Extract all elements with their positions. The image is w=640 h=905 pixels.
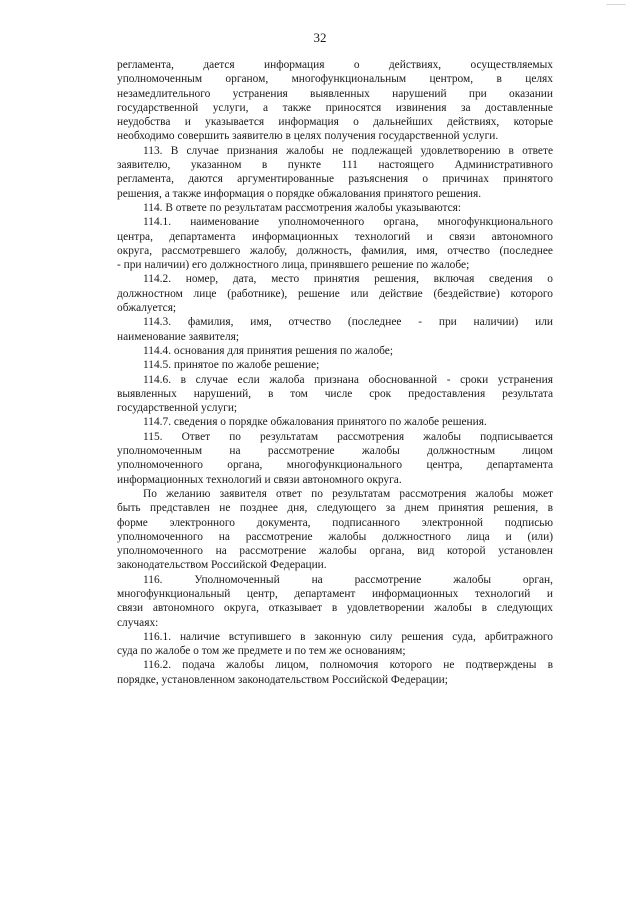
text-line: округа, рассмотревшего жалобу, должность, фамилия, имя, отчество (последнее <box>117 244 553 257</box>
text-line: наименование заявителя; <box>117 330 240 343</box>
text-line: необходимо совершить заявителю в целях получения государственной услуги. <box>117 130 499 143</box>
scan-edge-mark <box>606 0 626 5</box>
text-line: 114.6. в случае если жалоба признана обоснованной - сроки устранения <box>143 373 553 386</box>
text-line: информационных технологий и связи автономного округа. <box>117 473 402 486</box>
text-line: государственной услуги, а также приносятся извинения за доставленные <box>117 101 553 114</box>
text-line: уполномоченного на рассмотрение жалобы органа, вид которой установлен <box>117 545 553 558</box>
text-line: регламента, дается информация о действиях, осуществляемых <box>117 59 553 71</box>
text-line: регламента, даются аргументированные разъяснения о причинах принятого <box>117 173 553 186</box>
text-line: заявителю, указанном в пункте 111 настоящего Административного <box>117 159 553 172</box>
page-number: 32 <box>313 30 327 45</box>
text-line: 114.7. сведения о порядке обжалования принятого по жалобе решения. <box>143 416 487 429</box>
text-line: выявленных нарушений, в том числе срок предоставления результата <box>117 387 553 400</box>
text-line: 113. В случае признания жалобы не подлежащей удовлетворению в ответе <box>143 144 553 157</box>
text-line: 114.1. наименование уполномоченного органа, многофункционального <box>143 216 553 229</box>
text-line: связи автономного округа, отказывает в удовлетворении жалобы в следующих <box>117 602 553 615</box>
text-line: 116. Уполномоченный на рассмотрение жалобы орган, <box>143 573 553 586</box>
text-line: 114.5. принятое по жалобе решение; <box>143 359 320 372</box>
text-line: уполномоченным на рассмотрение жалобы должностным лицом <box>117 445 553 458</box>
text-line: решения, а также информация о порядке обжалования принятого решения. <box>117 187 482 200</box>
text-line: случаях: <box>117 616 159 629</box>
text-line: незамедлительного устранения выявленных нарушений при оказании <box>117 87 553 100</box>
text-line: 114. В ответе по результатам рассмотрения жалобы указываются: <box>143 201 462 214</box>
text-line: суда по жалобе о том же предмете и по тем же основаниям; <box>117 645 406 658</box>
text-line: порядке, установленном законодательством Российской Федерации; <box>117 673 448 686</box>
text-line: центра, департамента информационных технологий и связи автономного <box>117 230 553 243</box>
text-line: 114.2. номер, дата, место принятия решения, включая сведения о <box>143 273 553 286</box>
text-line: 114.4. основания для принятия решения по жалобе; <box>143 344 394 357</box>
text-line: уполномоченного органа, многофункционального центра, департамента <box>117 459 553 472</box>
text-line: многофункциональный центр, департамент информационных технологий и <box>117 587 553 600</box>
text-line: 116.1. наличие вступившего в законную силу решения суда, арбитражного <box>143 630 553 643</box>
text-line: 115. Ответ по результатам рассмотрения жалобы подписывается <box>143 430 553 443</box>
text-line: 116.2. подача жалобы лицом, полномочия которого не подтверждены в <box>143 659 553 672</box>
text-line: законодательством Российской Федерации. <box>117 559 327 572</box>
text-line: - при наличии) его должностного лица, принявшего решение по жалобе; <box>117 259 470 272</box>
text-line: 114.3. фамилия, имя, отчество (последнее - при наличии) или <box>143 316 553 329</box>
text-line: неудобства и указывается информация о дальнейших действиях, которые <box>117 116 553 129</box>
text-line: По желанию заявителя ответ по результатам рассмотрения жалобы может <box>143 487 553 500</box>
text-line: должностном лице (работнике), решение или действие (бездействие) которого <box>117 287 553 300</box>
text-line: уполномоченным органом, многофункциональным центром, в целях <box>117 73 553 86</box>
text-line: уполномоченного на рассмотрение жалобы должностного лица и (или) <box>117 530 553 543</box>
document-body <box>117 58 553 687</box>
text-line: обжалуется; <box>117 302 177 315</box>
text-line: государственной услуги; <box>117 402 238 415</box>
text-line: быть представлен не позднее дня, следующего за днем принятия решения, в <box>117 502 553 515</box>
text-line: форме электронного документа, подписанного электронной подписью <box>117 516 553 529</box>
